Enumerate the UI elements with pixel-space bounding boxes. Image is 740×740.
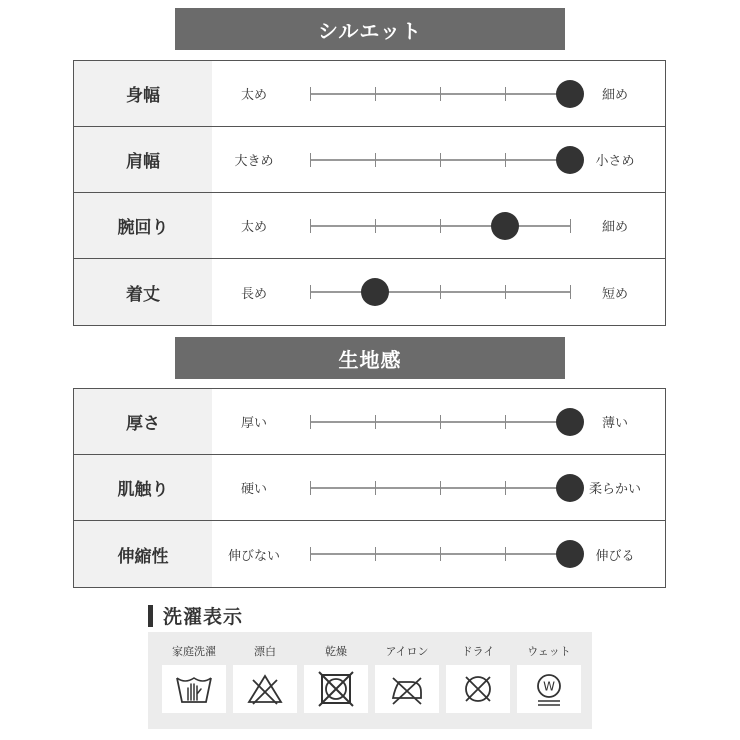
scale-tick	[310, 87, 311, 101]
no-dry-clean-icon	[446, 665, 510, 713]
scale-tick	[375, 415, 376, 429]
scale-marker	[361, 278, 389, 306]
rating-scale	[310, 61, 570, 126]
scale-right-label: 細め	[601, 220, 628, 235]
scale-row	[74, 389, 665, 455]
washing-symbols-panel	[148, 632, 592, 729]
scale-tick	[505, 547, 506, 561]
scale-row	[74, 455, 665, 521]
scale-tick	[440, 87, 441, 101]
scale-tick	[440, 153, 441, 167]
washing-title: 洗濯表示	[163, 606, 244, 628]
washing-symbol-item	[517, 632, 581, 729]
row-label: 身幅	[74, 61, 212, 126]
scale-row	[74, 193, 665, 259]
scale-right-label: 短め	[601, 286, 628, 302]
washing-symbol-label: ドライ	[461, 645, 495, 658]
scale-right-label: 細め	[601, 88, 628, 103]
hand-wash-icon	[162, 665, 226, 713]
scale-row	[74, 61, 665, 127]
washing-symbol-item	[233, 632, 297, 729]
washing-symbol-item	[446, 632, 510, 729]
washing-symbol-label: 乾燥	[325, 645, 347, 658]
texture-title: 生地感	[338, 347, 402, 372]
scale-row	[74, 521, 665, 587]
scale-marker	[491, 212, 519, 240]
rating-scale	[310, 455, 570, 520]
scale-right-label: 小さめ	[595, 154, 635, 169]
no-tumble-dry-icon	[304, 665, 368, 713]
washing-symbol-item	[162, 632, 226, 729]
no-bleach-icon	[233, 665, 297, 713]
texture-banner	[175, 337, 565, 379]
rating-scale	[310, 521, 570, 587]
row-label: 肌触り	[74, 455, 212, 520]
texture-table	[73, 388, 666, 588]
washing-symbol-label: 家庭洗濯	[172, 645, 216, 658]
washing-symbol-label: ウェット	[527, 645, 571, 658]
scale-tick	[310, 547, 311, 561]
row-label: 肩幅	[74, 127, 212, 192]
scale-tick	[310, 285, 311, 299]
scale-tick	[310, 153, 311, 167]
scale-tick	[440, 285, 441, 299]
silhouette-table	[73, 60, 666, 326]
heading-bar	[148, 605, 153, 627]
scale-left-label: 伸びない	[227, 548, 280, 564]
scale-row	[74, 127, 665, 193]
silhouette-title: シルエット	[317, 18, 423, 43]
scale-tick	[375, 547, 376, 561]
scale-tick	[375, 153, 376, 167]
rating-scale	[310, 259, 570, 325]
row-label: 伸縮性	[74, 521, 212, 587]
rating-scale	[310, 127, 570, 192]
scale-tick	[505, 285, 506, 299]
scale-tick	[375, 481, 376, 495]
scale-tick	[505, 415, 506, 429]
scale-tick	[505, 87, 506, 101]
scale-tick	[310, 481, 311, 495]
row-label: 着丈	[74, 259, 212, 325]
svg-text:W: W	[543, 679, 555, 694]
scale-tick	[310, 415, 311, 429]
scale-tick	[440, 481, 441, 495]
scale-tick	[375, 219, 376, 233]
scale-tick	[505, 153, 506, 167]
scale-left-label: 大きめ	[234, 154, 274, 169]
scale-row	[74, 259, 665, 325]
washing-symbol-item	[304, 632, 368, 729]
scale-left-label: 硬い	[240, 482, 267, 497]
scale-left-label: 太め	[240, 220, 267, 235]
washing-symbol-item	[375, 632, 439, 729]
no-iron-icon	[375, 665, 439, 713]
scale-right-label: 柔らかい	[588, 482, 641, 497]
scale-left-label: 長め	[240, 286, 267, 302]
scale-left-label: 厚い	[240, 416, 267, 431]
scale-tick	[440, 547, 441, 561]
wet-clean-icon	[517, 665, 581, 713]
silhouette-banner	[175, 8, 565, 50]
scale-right-label: 伸びる	[595, 548, 635, 564]
washing-symbol-label: 漂白	[254, 645, 276, 658]
scale-right-label: 薄い	[601, 416, 628, 431]
scale-tick	[375, 87, 376, 101]
washing-symbol-label: アイロン	[385, 645, 429, 658]
row-label: 腕回り	[74, 193, 212, 258]
washing-heading	[148, 602, 243, 629]
row-label: 厚さ	[74, 389, 212, 454]
rating-scale	[310, 389, 570, 454]
scale-tick	[440, 415, 441, 429]
rating-scale	[310, 193, 570, 258]
scale-tick	[505, 481, 506, 495]
scale-tick	[440, 219, 441, 233]
scale-left-label: 太め	[240, 88, 267, 103]
scale-tick	[310, 219, 311, 233]
